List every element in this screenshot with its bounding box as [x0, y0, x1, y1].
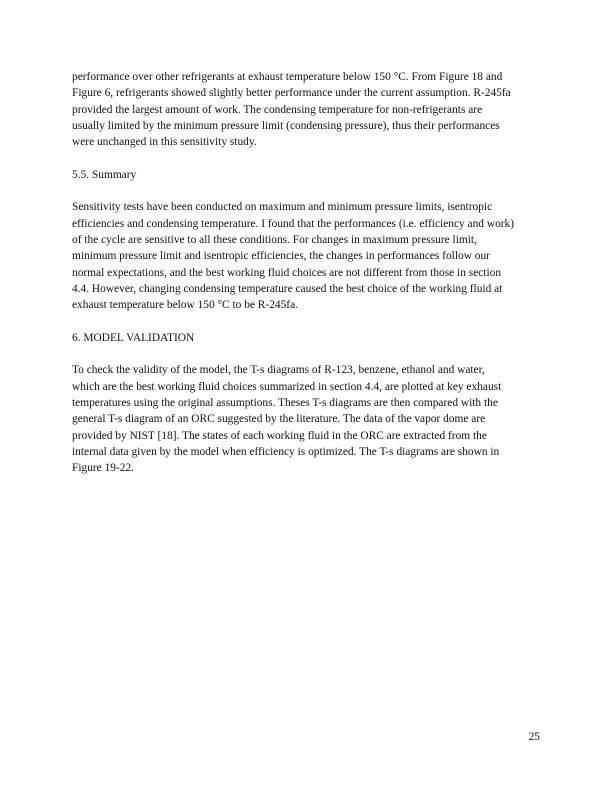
section-heading-summary: 5.5. Summary [72, 168, 137, 181]
text-line: normal expectations, and the best working fluid choices are not different from those in section [72, 266, 502, 279]
page-number: 25 [528, 731, 540, 743]
text-line: provided the largest amount of work. The condensing temperature for non-refrigerants are [72, 103, 483, 116]
text-line: of the cycle are sensitive to all these conditions. For changes in maximum pressure limit, [72, 233, 477, 246]
text-line: Sensitivity tests have been conducted on maximum and minimum pressure limits, isentropic [72, 201, 493, 214]
text-line: To check the validity of the model, the T-s diagrams of R-123, benzene, ethanol and water, [72, 364, 485, 377]
text-line: were unchanged in this sensitivity study. [72, 136, 257, 149]
paragraph-continuation [72, 69, 540, 150]
text-line: which are the best working fluid choices summarized in section 4.4, are plotted at key exhaust [72, 380, 502, 393]
text-line: temperatures using the original assumptions. Theses T-s diagrams are then compared with the [72, 396, 498, 409]
text-line: general T-s diagram of an ORC suggested by the literature. The data of the vapor dome are [72, 413, 486, 426]
page-body [72, 69, 540, 493]
text-line: minimum pressure limit and isentropic efficiencies, the changes in performances follow our [72, 250, 490, 263]
text-line: internal data given by the model when efficiency is optimized. The T-s diagrams are shown in [72, 445, 500, 458]
text-line: provided by NIST [18]. The states of each working fluid in the ORC are extracted from the [72, 429, 487, 442]
paragraph-model-validation [72, 362, 540, 476]
text-line: Figure 6, refrigerants showed slightly better performance under the current assumption. R-245fa [72, 87, 511, 100]
section-heading-model-validation: 6. MODEL VALIDATION [72, 331, 195, 344]
text-line: 4.4. However, changing condensing temperature caused the best choice of the working fluid at [72, 282, 503, 295]
text-line: performance over other refrigerants at exhaust temperature below 150 °C. From Figure 18 and [72, 71, 503, 83]
text-line: exhaust temperature below 150 °C to be R-245fa. [72, 299, 298, 312]
text-line: usually limited by the minimum pressure limit (condensing pressure), thus their performances [72, 119, 500, 132]
text-line: efficiencies and condensing temperature. I found that the performances (i.e. efficiency and work) [72, 217, 515, 230]
paragraph-summary [72, 199, 540, 313]
text-line: Figure 19-22. [72, 462, 135, 475]
